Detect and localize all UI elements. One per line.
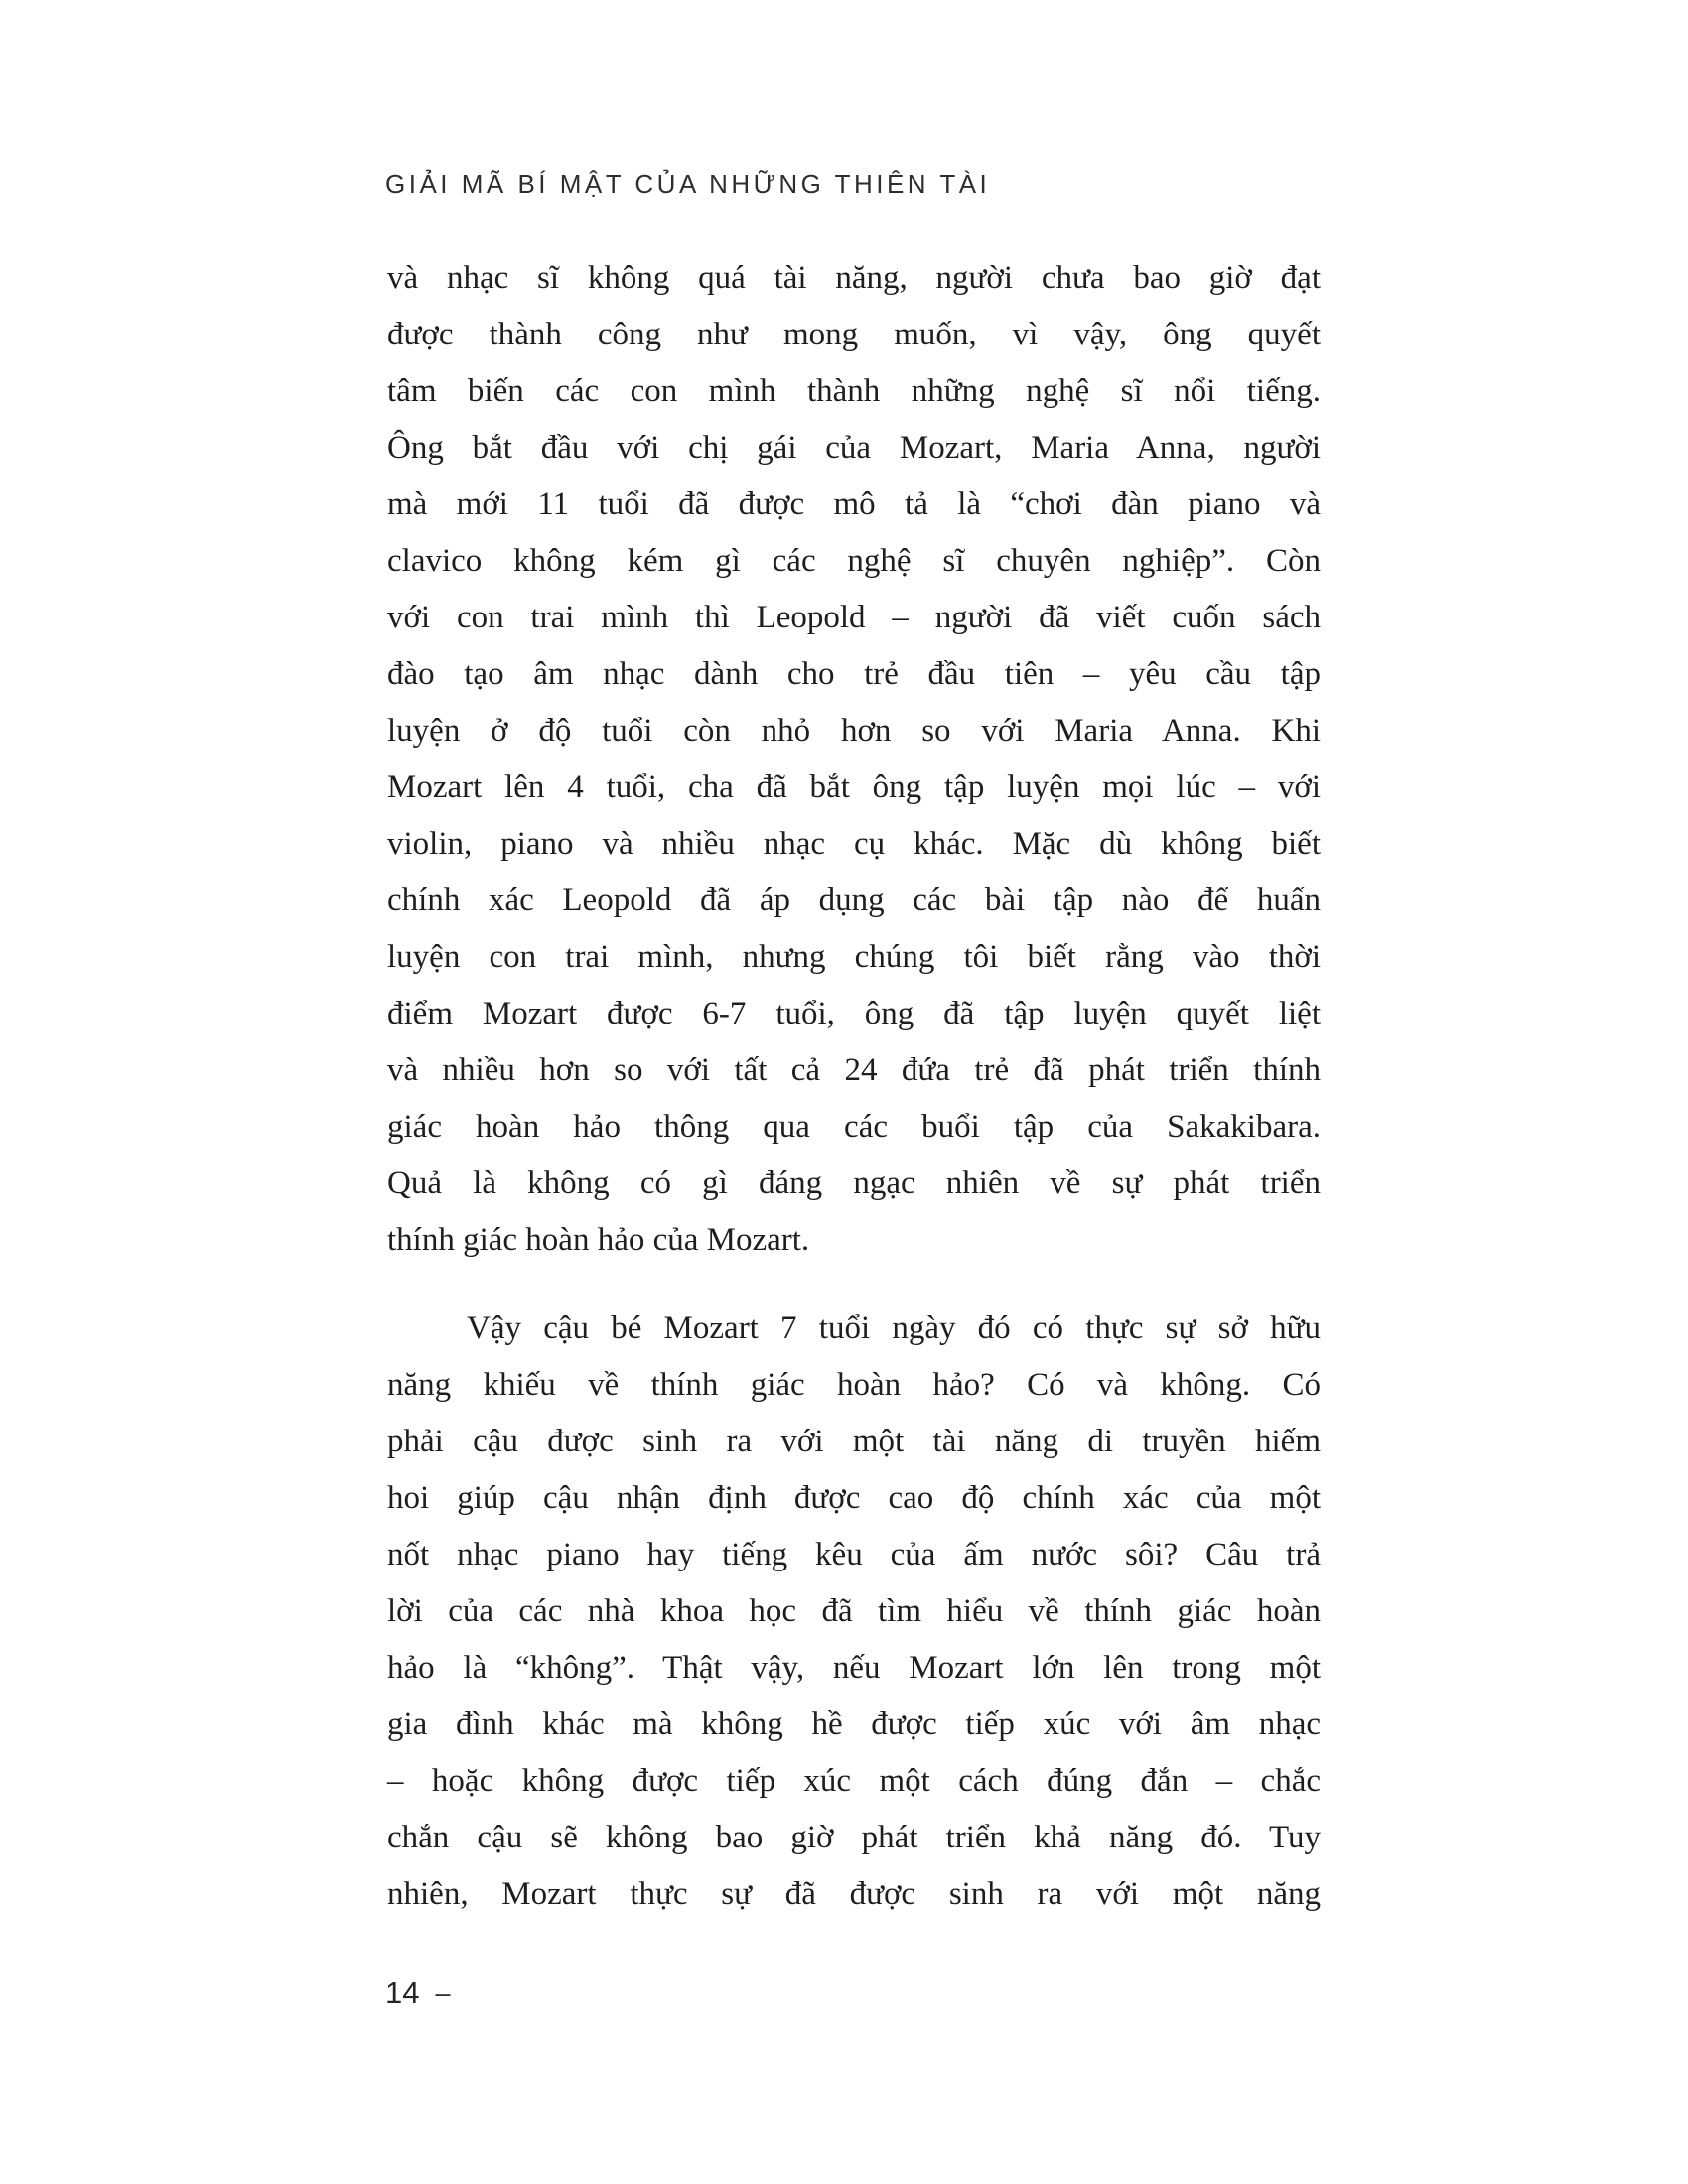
text-line: Ông bắt đầu với chị gái của Mozart, Maria Anna, người xyxy=(387,430,1321,466)
page-number: 14 xyxy=(385,1976,420,2010)
text-line: – hoặc không được tiếp xúc một cách đúng đắn – chắc xyxy=(387,1763,1321,1799)
running-header: GIẢI MÃ BÍ MẬT CỦA NHỮNG THIÊN TÀI xyxy=(385,169,991,199)
body-text xyxy=(387,250,1321,1923)
text-line: phải cậu được sinh ra với một tài năng di truyền hiếm xyxy=(387,1424,1321,1459)
paragraph xyxy=(387,250,1321,1269)
text-line: đào tạo âm nhạc dành cho trẻ đầu tiên – yêu cầu tập xyxy=(387,656,1321,692)
text-line: Mozart lên 4 tuổi, cha đã bắt ông tập luyện mọi lúc – với xyxy=(387,769,1321,805)
text-line: luyện con trai mình, nhưng chúng tôi biết rằng vào thời xyxy=(387,939,1321,975)
text-line: hảo là “không”. Thật vậy, nếu Mozart lớn lên trong một xyxy=(387,1650,1321,1686)
text-line: năng khiếu về thính giác hoàn hảo? Có và không. Có xyxy=(387,1367,1321,1403)
text-line: tâm biến các con mình thành những nghệ sĩ nổi tiếng. xyxy=(387,373,1321,409)
text-line: violin, piano và nhiều nhạc cụ khác. Mặc dù không biết xyxy=(387,826,1321,862)
text-line: lời của các nhà khoa học đã tìm hiểu về thính giác hoàn xyxy=(387,1593,1321,1629)
paragraph xyxy=(387,1300,1321,1923)
text-line: nốt nhạc piano hay tiếng kêu của ấm nước sôi? Câu trả xyxy=(387,1537,1321,1572)
text-line: hoi giúp cậu nhận định được cao độ chính xác của một xyxy=(387,1480,1321,1516)
text-line: Quả là không có gì đáng ngạc nhiên về sự phát triển xyxy=(387,1165,1321,1201)
text-line: giác hoàn hảo thông qua các buổi tập của Sakakibara. xyxy=(387,1109,1321,1145)
page-footer xyxy=(385,1974,451,2013)
text-line: chắn cậu sẽ không bao giờ phát triển khả năng đó. Tuy xyxy=(387,1820,1321,1855)
page-number-dash: – xyxy=(435,1979,451,2008)
text-line: thính giác hoàn hảo của Mozart. xyxy=(387,1222,810,1258)
text-line: Vậy cậu bé Mozart 7 tuổi ngày đó có thực sự sở hữu xyxy=(467,1310,1321,1346)
text-line: điểm Mozart được 6-7 tuổi, ông đã tập luyện quyết liệt xyxy=(387,996,1321,1031)
text-line: chính xác Leopold đã áp dụng các bài tập nào để huấn xyxy=(387,883,1321,918)
text-line: gia đình khác mà không hề được tiếp xúc với âm nhạc xyxy=(387,1706,1321,1742)
text-line: mà mới 11 tuổi đã được mô tả là “chơi đàn piano và xyxy=(387,486,1321,522)
text-line: và nhiều hơn so với tất cả 24 đứa trẻ đã phát triển thính xyxy=(387,1052,1321,1088)
text-line: được thành công như mong muốn, vì vậy, ông quyết xyxy=(387,317,1321,352)
text-line: với con trai mình thì Leopold – người đã viết cuốn sách xyxy=(387,600,1321,635)
text-line: nhiên, Mozart thực sự đã được sinh ra với một năng xyxy=(387,1876,1321,1912)
text-line: và nhạc sĩ không quá tài năng, người chưa bao giờ đạt xyxy=(387,260,1321,296)
text-line: clavico không kém gì các nghệ sĩ chuyên nghiệp”. Còn xyxy=(387,543,1321,579)
text-line: luyện ở độ tuổi còn nhỏ hơn so với Maria Anna. Khi xyxy=(387,713,1321,749)
